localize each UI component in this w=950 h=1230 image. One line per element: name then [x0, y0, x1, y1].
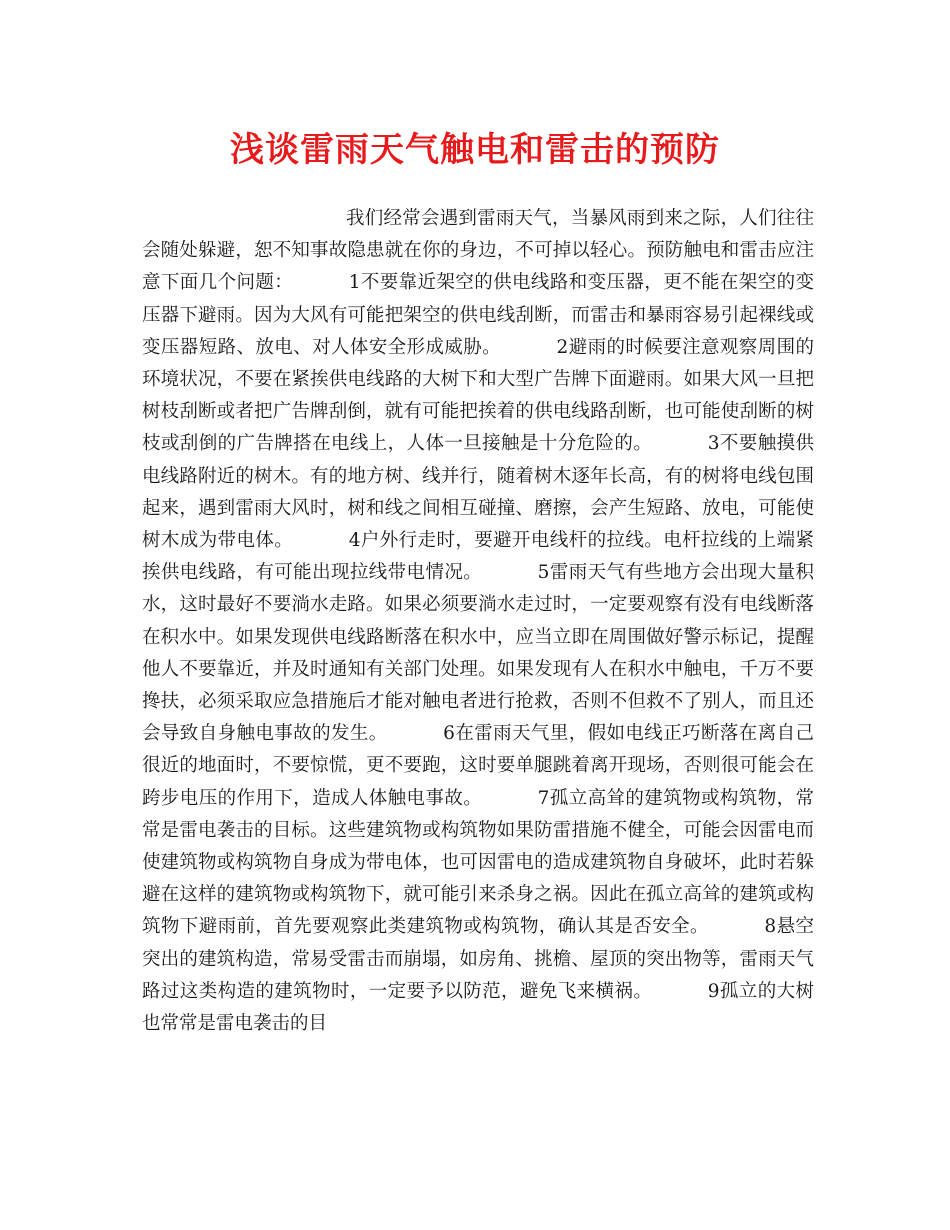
- list-item-8: 8悬空突出的建筑构造，常易受雷击而崩塌，如房角、挑檐、屋顶的突出物等，雷雨天气路过这类构造的建筑物时，一定要予以防范，避免飞来横祸。: [142, 916, 814, 1002]
- list-item-1: 1不要靠近架空的供电线路和变压器，更不能在架空的变压器下避雨。因为大风有可能把架空的供电线刮断，而雷击和暴雨容易引起裸线或变压器短路、放电、对人体安全形成威胁。: [142, 272, 814, 358]
- list-item-4: 4户外行走时，要避开电线杆的拉线。电杆拉线的上端紧挨供电线路，有可能出现拉线带电情况。: [142, 530, 814, 584]
- list-item-2: 2避雨的时候要注意观察周围的环境状况，不要在紧挨供电线路的大树下和大型广告牌下面避雨。如果大风一旦把树枝刮断或者把广告牌刮倒，就有可能把挨着的供电线路刮断，也可能使刮断的树枝或刮倒的广告牌搭在电线上，人体一旦接触是十分危险的。: [142, 336, 814, 455]
- list-item-6: 6在雷雨天气里，假如电线正巧断落在离自己很近的地面时，不要惊慌，更不要跑，这时要单腿跳着离开现场，否则很可能会在跨步电压的作用下，造成人体触电事故。: [142, 723, 814, 809]
- document-body: [142, 203, 814, 1040]
- list-item-5: 5雷雨天气有些地方会出现大量积水，这时最好不要淌水走路。如果必须要淌水走过时，一定要观察有没有电线断落在积水中。如果发现供电线路断落在积水中，应当立即在周围做好警示标记，提醒他人不要靠近，并及时通知有关部门处理。如果发现有人在积水中触电，千万不要搀扶，必须采取应急措施后才能对触电者进行抢救，否则不但救不了别人，而且还会导致自身触电事故的发生。: [142, 562, 814, 745]
- document-title: 浅谈雷雨天气触电和雷击的预防: [230, 130, 720, 170]
- list-item-9: 9孤立的大树也常常是雷电袭击的目: [142, 980, 814, 1035]
- list-item-3: 3不要触摸供电线路附近的树木。有的地方树、线并行，随着树木逐年长高，有的树将电线包围起来，遇到雷雨大风时，树和线之间相互碰撞、磨擦，会产生短路、放电，可能使树木成为带电体。: [142, 433, 814, 552]
- intro-paragraph: 我们经常会遇到雷雨天气，当暴风雨到来之际，人们往往会随处躲避，恕不知事故隐患就在你的身边，不可掉以轻心。预防触电和雷击应注意下面几个问题：: [142, 208, 814, 294]
- list-item-7: 7孤立高耸的建筑物或构筑物，常常是雷电袭击的目标。这些建筑物或构筑物如果防雷措施不健全，可能会因雷电而使建筑物或构筑物自身成为带电体，也可因雷电的造成建筑物自身破坏，此时若躲避在这样的建筑物或构筑物下，就可能引来杀身之祸。因此在孤立高耸的建筑或构筑物下避雨前，首先要观察此类建筑物或构筑物，确认其是否安全。: [142, 787, 814, 938]
